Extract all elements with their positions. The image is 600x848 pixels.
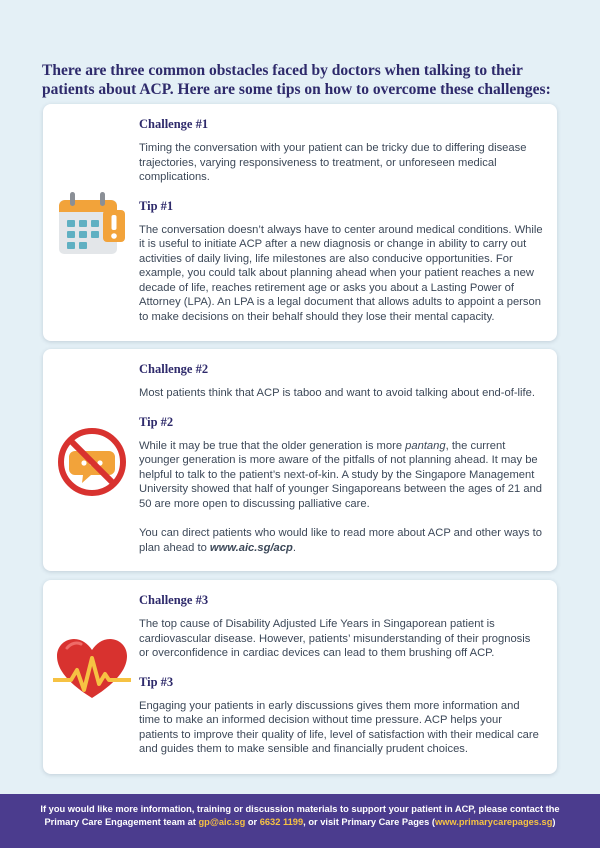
tip-2-text	[139, 439, 543, 512]
direct-patients-text	[139, 526, 543, 555]
heart-pulse-icon	[53, 636, 131, 707]
card-2-text	[139, 362, 543, 555]
tip-2-text-emphasis: pantang	[405, 439, 446, 452]
challenge-1-title: Challenge #1	[139, 117, 209, 131]
direct-text-start: You can direct patients who would like to read more about ACP and other ways to plan ahead to	[139, 527, 542, 554]
aic-acp-link[interactable]: www.aic.sg/acp	[209, 541, 293, 554]
footer-email-link[interactable]: gp@aic.sg	[198, 816, 246, 827]
tip-2-title: Tip #2	[139, 414, 174, 429]
intro-heading: There are three common obstacles faced by doctors when talking to their patients about ACP. Here are some tips on how to overcome these challenges:	[42, 62, 551, 98]
tip-2-text-start: While it may be true that the older generation is more	[139, 439, 406, 452]
footer-website-link[interactable]: www.primarycarepages.sg	[434, 816, 553, 827]
challenge-card-3	[43, 580, 557, 774]
calendar-alert-icon	[57, 190, 129, 265]
footer-text-d: )	[552, 816, 556, 827]
challenge-3-text: The top cause of Disability Adjusted Life Years in Singaporean patient is cardiovascular disease. However, patients’ misunderstanding of their prognosis or overconfidence in cardiac devices can lead to them brushing off ACP.	[139, 618, 531, 659]
direct-text-end: .	[292, 541, 296, 554]
card-1-text	[139, 117, 543, 324]
challenge-3-title: Challenge #3	[139, 593, 209, 607]
challenge-card-2	[43, 349, 557, 571]
tip-3-text: Engaging your patients in early discussions gives them more information and time to make an informed decision without time pressure. ACP helps your patients to improve their quality of life, level of satisfaction with their medical care and guides them to make sensible and financially prudent choices.	[139, 699, 539, 755]
contact-footer	[0, 794, 600, 848]
challenge-card-1	[43, 104, 557, 341]
tip-1-title: Tip #1	[139, 198, 174, 213]
footer-phone-link[interactable]: 6632 1199	[259, 816, 304, 827]
footer-text-b: or	[245, 816, 260, 827]
footer-line-2	[0, 816, 600, 829]
challenge-2-title: Challenge #2	[139, 362, 209, 376]
tip-1-text: The conversation doesn’t always have to center around medical conditions. While it is useful to initiate ACP after a new diagnosis or change in ability to carry out activities of daily living, life milestones are also conducive opportunities. For example, you could talk about planning ahead when your patient reaches a new decade of life, reaches retirement age or asks you about a Lasting Power of Attorney (LPA). An LPA is a legal document that allows adults to appoint a person to make decisions on their behalf should they lose their mental capacity.	[139, 223, 543, 323]
challenge-1-text: Timing the conversation with your patient can be tricky due to differing disease trajectories, varying responsiveness to treatment, or unforeseen medical complications.	[139, 142, 527, 183]
footer-text-c: , or visit Primary Care Pages (	[303, 816, 435, 827]
footer-text-a: Primary Care Engagement team at	[44, 816, 199, 827]
challenge-2-text: Most patients think that ACP is taboo and want to avoid talking about end-of-life.	[139, 387, 535, 399]
card-3-text	[139, 593, 543, 757]
footer-line-1: If you would like more information, training or discussion materials to support your patient in ACP, please contact the	[40, 804, 560, 814]
no-talking-icon	[55, 425, 129, 504]
tip-2-text-end: , the current younger generation is more aware of the pitfalls of not planning ahead. It may be helpful to talk to the patient’s next-of-kin. A study by the Singapore Management University showed that half of younger Singaporeans between the ages of 21 and 50 are more open to discussing palliative care.	[139, 439, 543, 510]
tip-3-title: Tip #3	[139, 674, 174, 689]
